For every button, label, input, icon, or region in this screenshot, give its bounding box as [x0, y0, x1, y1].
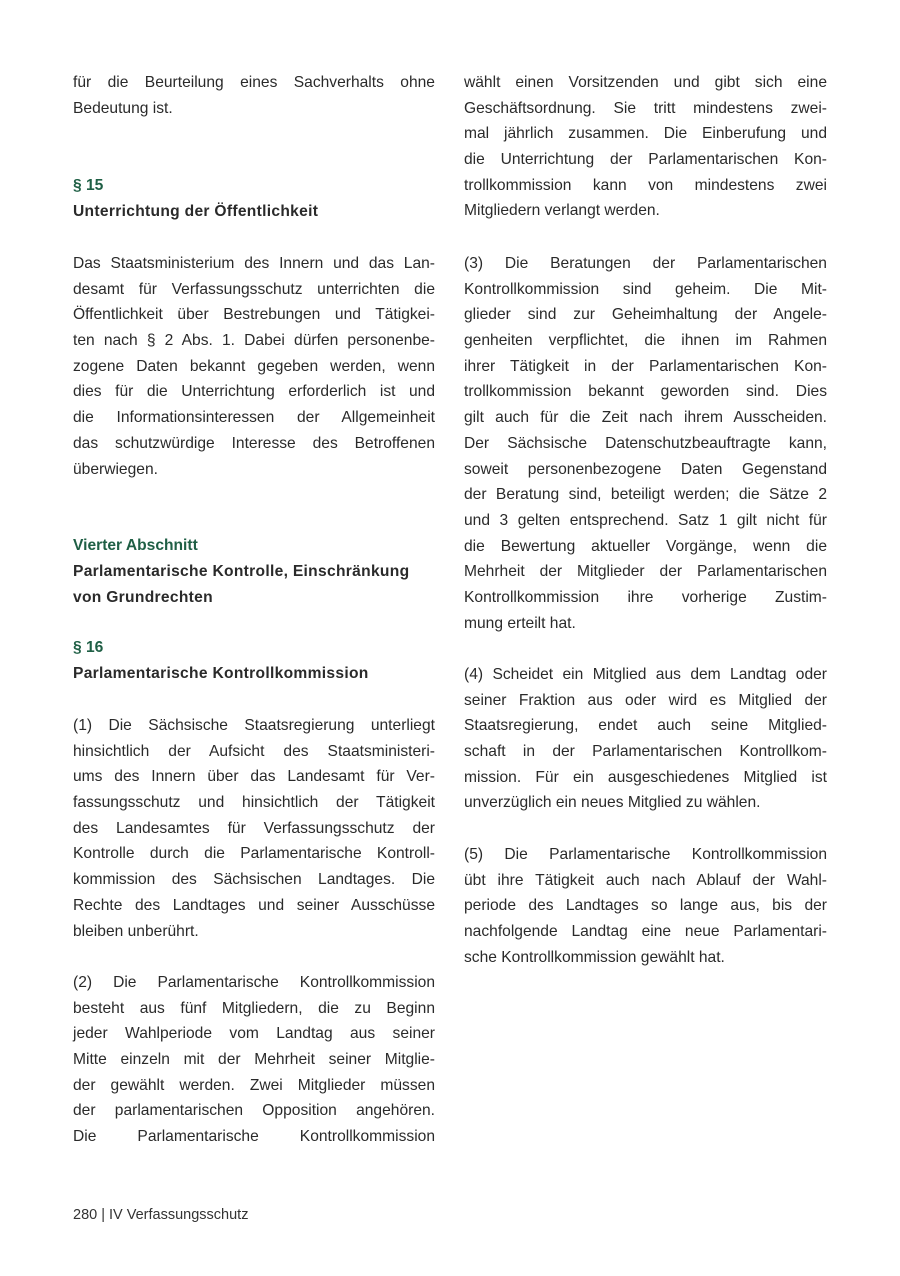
text-line: besteht aus fünf Mitgliedern, die zu Beginn [73, 999, 435, 1017]
text-line: der gewählt werden. Zwei Mitglieder müssen [73, 1076, 435, 1094]
text-line: (2) Die Parlamentarische Kontrollkommission [73, 974, 435, 991]
text-line: trollkommission bekannt geworden sind. Dies [464, 383, 827, 401]
text-line: glieder sind zur Geheimhaltung der Angele- [464, 306, 827, 324]
text-line: der parlamentarischen Opposition angehören. [73, 1102, 435, 1120]
text-line: soweit personenbezogene Daten Gegenstand [464, 460, 827, 478]
text-line: (5) Die Parlamentarische Kontrollkommission [464, 846, 827, 863]
section-15-number: § 15 [73, 177, 104, 194]
text-line: unverzüglich ein neues Mitglied zu wählen. [464, 794, 761, 812]
text-line: gilt auch für die Zeit nach ihrem Ausscheiden. [464, 409, 827, 427]
text-line: wählt einen Vorsitzenden und gibt sich eine [464, 74, 827, 91]
text-line: für die Beurteilung eines Sachverhalts ohne [73, 74, 435, 91]
text-line: trollkommission kann von mindestens zwei [464, 176, 827, 194]
text-line: ums des Innern über das Landesamt für Ver- [73, 768, 435, 786]
section-15-title: Unterrichtung der Öffentlichkeit [73, 203, 319, 220]
text-line: ihrer Tätigkeit in der Parlamentarischen Kon- [464, 357, 827, 375]
section-16-paragraph-3 [464, 251, 827, 636]
text-line: dies für die Unterrichtung erforderlich ist und [73, 383, 435, 401]
intro-paragraph [73, 70, 435, 121]
text-line: das schutzwürdige Interesse des Betroffenen [73, 434, 435, 452]
text-line: Mehrheit der Mitglieder der Parlamentarischen [464, 563, 827, 581]
section-16-title: Parlamentarische Kontrollkommission [73, 665, 369, 682]
text-line: bleiben unberührt. [73, 922, 199, 940]
section-16-paragraph-2-continued [464, 70, 827, 224]
text-line: die Informationsinteressen der Allgemeinheit [73, 409, 435, 427]
section-16-paragraph-5 [464, 842, 827, 970]
text-line: mal jährlich zusammen. Die Einberufung und [464, 125, 827, 143]
text-line: mung erteilt hat. [464, 614, 576, 632]
chapter-title-line: Parlamentarische Kontrolle, Einschränkung [73, 563, 410, 580]
text-line: überwiegen. [73, 460, 158, 478]
text-line: genheiten verpflichtet, die ihnen im Rahmen [464, 332, 827, 350]
text-line: fassungsschutz und hinsichtlich der Tätigkeit [73, 794, 435, 812]
chapter-title-line: von Grundrechten [73, 588, 213, 606]
text-line: Rechte des Landtages und seiner Ausschüsse [73, 896, 435, 914]
text-line: der Beratung sind, beteiligt werden; die Sätze 2 [464, 486, 827, 504]
section-16-paragraph-1 [73, 713, 435, 944]
section-15-paragraph [73, 251, 435, 482]
text-line: und 3 gelten entsprechend. Satz 1 gilt nicht für [464, 511, 827, 529]
text-line: jeder Wahlperiode vom Landtag aus seiner [73, 1025, 435, 1043]
text-line: schaft in der Parlamentarischen Kontrollkom- [464, 743, 827, 761]
text-line: Geschäftsordnung. Sie tritt mindestens zwei- [464, 99, 827, 117]
text-line: Kontrollkommission ihre vorherige Zustim- [464, 588, 827, 606]
chapter-title [73, 559, 435, 610]
text-line: Mitgliedern verlangt werden. [464, 202, 660, 220]
text-line: übt ihre Tätigkeit auch nach Ablauf der Wahl- [464, 871, 827, 889]
section-16-number: § 16 [73, 639, 104, 656]
text-line: (3) Die Beratungen der Parlamentarischen [464, 255, 827, 272]
text-line: Der Sächsische Datenschutzbeauftragte kann, [464, 434, 827, 452]
text-line: (1) Die Sächsische Staatsregierung unterliegt [73, 717, 435, 734]
text-line: kommission des Sächsischen Landtages. Die [73, 871, 435, 889]
text-line: hinsichtlich der Aufsicht des Staatsministeri- [73, 742, 435, 760]
text-line: Kontrollkommission sind geheim. Die Mit- [464, 280, 827, 298]
text-line: die Unterrichtung der Parlamentarischen Kon- [464, 151, 827, 169]
text-line: periode des Landtages so lange aus, bis der [464, 897, 827, 915]
text-line: die Bewertung aktueller Vorgänge, wenn die [464, 537, 827, 555]
page-footer: 280 | IV Verfassungsschutz [73, 1207, 249, 1223]
text-line: ten nach § 2 Abs. 1. Dabei dürfen personenbe- [73, 332, 435, 350]
text-line: zogene Daten bekannt gegeben werden, wenn [73, 357, 435, 375]
text-line: Das Staatsministerium des Innern und das Lan- [73, 255, 435, 272]
text-line: Kontrolle durch die Parlamentarische Kontroll- [73, 845, 435, 863]
text-line: Öffentlichkeit über Bestrebungen und Tätigkei- [73, 306, 435, 324]
text-line: des Landesamtes für Verfassungsschutz der [73, 819, 435, 837]
section-16-paragraph-4 [464, 662, 827, 816]
chapter-label: Vierter Abschnitt [73, 537, 198, 554]
text-line: Mitte einzeln mit der Mehrheit seiner Mitglie- [73, 1051, 435, 1069]
text-line: sche Kontrollkommission gewählt hat. [464, 948, 725, 966]
text-line: Bedeutung ist. [73, 99, 173, 117]
text-line: mission. Für ein ausgeschiedenes Mitglied ist [464, 768, 827, 786]
text-line: desamt für Verfassungsschutz unterrichten die [73, 280, 435, 298]
section-16-paragraph-2 [73, 970, 435, 1150]
text-line: (4) Scheidet ein Mitglied aus dem Landtag oder [464, 666, 827, 683]
text-line: seiner Fraktion aus oder wird es Mitglied der [464, 691, 827, 709]
text-line: Staatsregierung, endet auch seine Mitglied- [464, 717, 827, 735]
text-line: Die Parlamentarische Kontrollkommission [73, 1128, 435, 1146]
text-line: nachfolgende Landtag eine neue Parlamentari- [464, 923, 827, 941]
